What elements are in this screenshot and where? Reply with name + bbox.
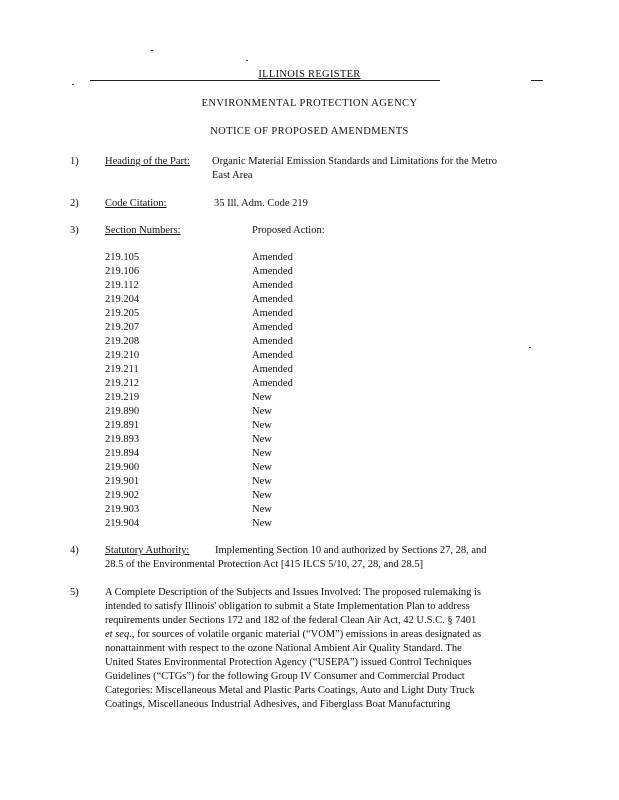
section-action: New (252, 476, 272, 487)
section-number: 219.106 (105, 266, 140, 277)
section-number: 219.212 (105, 378, 140, 389)
section-action: Amended (252, 294, 293, 305)
section-action: Amended (252, 308, 293, 319)
paragraph-line: intended to satisfy Illinois' obligation to submit a State Implementation Plan to address (105, 601, 470, 612)
section-action: New (252, 420, 272, 431)
proposed-action-header: Proposed Action: (252, 225, 325, 236)
section-number: 219.902 (105, 490, 140, 501)
section-action: Amended (252, 336, 293, 347)
agency-heading: ENVIRONMENTAL PROTECTION AGENCY (201, 98, 418, 109)
section-number: 219.894 (105, 448, 140, 459)
section-number: 219.211 (105, 364, 139, 375)
paragraph-line: requirements under Sections 172 and 182 of the federal Clean Air Act, 42 U.S.C. § 7401 (105, 615, 477, 626)
description-paragraph (105, 586, 545, 712)
paragraph-line: nonattainment with respect to the ozone National Ambient Air Quality Standard. The (105, 643, 462, 654)
section-action: New (252, 504, 272, 515)
item-section-numbers (70, 224, 550, 240)
section-number: 219.891 (105, 420, 140, 431)
scan-speck (151, 50, 153, 51)
section-action: Amended (252, 266, 293, 277)
section-action: New (252, 448, 272, 459)
section-action: New (252, 434, 272, 445)
section-number: 219.903 (105, 504, 140, 515)
item-text-line: 28.5 of the Environmental Protection Act [415 ILCS 5/10, 27, 28, and 28.5] (105, 559, 424, 570)
item-text-line: Organic Material Emission Standards and Limitations for the Metro (212, 156, 497, 167)
section-action: New (252, 462, 272, 473)
section-number: 219.210 (105, 350, 140, 361)
paragraph-line: Guidelines (“CTGs”) for the following Group IV Consumer and Commercial Product (105, 671, 465, 682)
item-number: 3) (70, 225, 79, 236)
item-heading-of-part (70, 155, 550, 185)
section-number: 219.204 (105, 294, 140, 305)
section-action: Amended (252, 364, 293, 375)
item-number: 5) (70, 587, 79, 598)
header-rule (90, 80, 440, 81)
section-number: 219.900 (105, 462, 140, 473)
paragraph-line: Categories: Miscellaneous Metal and Plastic Parts Coatings, Auto and Light Duty Truck (105, 685, 475, 696)
section-number: 219.208 (105, 336, 140, 347)
paragraph-line: A Complete Description of the Subjects and Issues Involved: The proposed rulemaking is (105, 587, 481, 598)
scan-speck (246, 60, 248, 61)
section-action: Amended (252, 350, 293, 361)
item-label: Statutory Authority: (105, 545, 190, 556)
notice-heading: NOTICE OF PROPOSED AMENDMENTS (210, 126, 409, 137)
section-number: 219.893 (105, 434, 140, 445)
scan-speck (529, 347, 531, 348)
item-statutory-authority (70, 544, 550, 574)
section-action: New (252, 392, 272, 403)
section-action: New (252, 490, 272, 501)
et-seq-text: et seq., (105, 629, 135, 640)
section-action: Amended (252, 322, 293, 333)
section-action: Amended (252, 252, 293, 263)
item-code-citation (70, 197, 550, 213)
section-number: 219.112 (105, 280, 139, 291)
paragraph-line (105, 628, 545, 642)
item-number: 2) (70, 198, 79, 209)
section-number: 219.890 (105, 406, 140, 417)
item-number: 4) (70, 545, 79, 556)
item-text: 35 Ill. Adm. Code 219 (214, 198, 308, 209)
section-action: Amended (252, 280, 293, 291)
item-label: Code Citation: (105, 198, 167, 209)
section-number: 219.105 (105, 252, 140, 263)
scan-speck (72, 84, 74, 85)
paragraph-line: United States Environmental Protection Agency (“USEPA”) issued Control Techniques (105, 657, 472, 668)
section-action: Amended (252, 378, 293, 389)
item-number: 1) (70, 156, 79, 167)
paragraph-line: Coatings, Miscellaneous Industrial Adhesives, and Fiberglass Boat Manufacturing (105, 699, 451, 710)
section-number: 219.207 (105, 322, 140, 333)
section-action: New (252, 518, 272, 529)
section-number: 219.205 (105, 308, 140, 319)
section-number: 219.219 (105, 392, 140, 403)
item-label: Heading of the Part: (105, 156, 190, 167)
item-text-line: Implementing Section 10 and authorized by Sections 27, 28, and (215, 545, 487, 556)
paragraph-line-text: for sources of volatile organic material (“VOM”) emissions in areas designated as (137, 629, 482, 640)
item-text-line: East Area (212, 170, 253, 181)
header-tick (531, 80, 543, 81)
item-label: Section Numbers: (105, 225, 181, 236)
register-title: ILLINOIS REGISTER (258, 69, 361, 80)
section-number: 219.901 (105, 476, 140, 487)
section-action: New (252, 406, 272, 417)
section-number: 219.904 (105, 518, 140, 529)
